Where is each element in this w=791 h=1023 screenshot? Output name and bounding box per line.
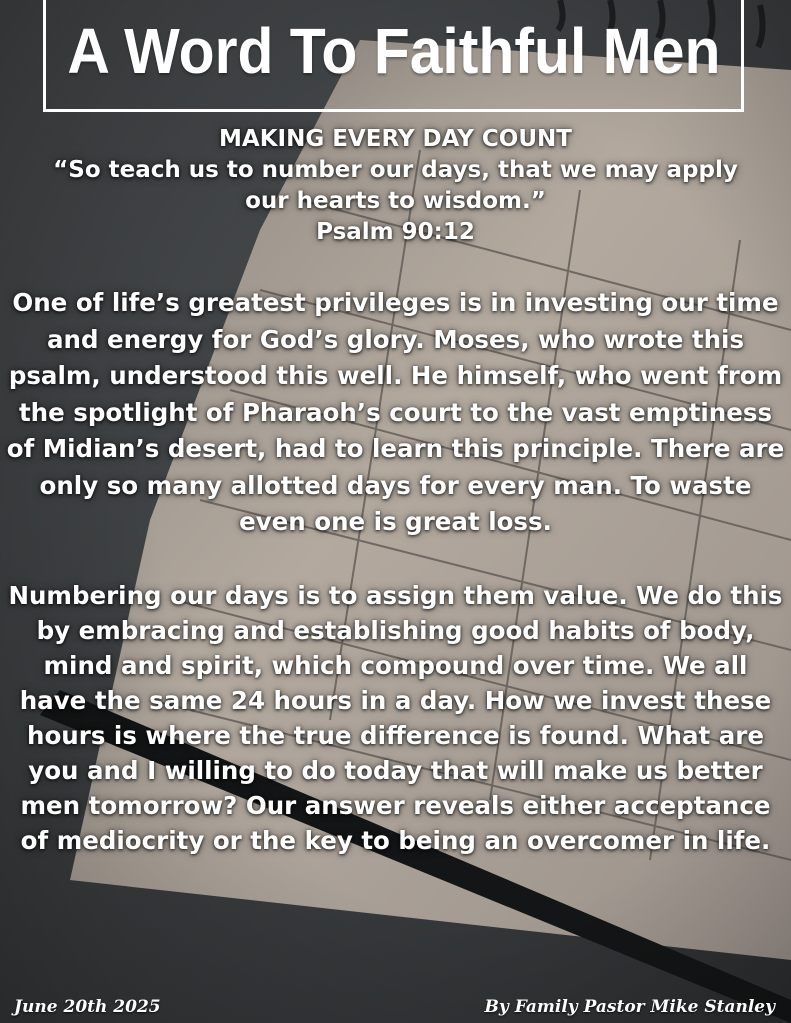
paragraph-line: even one is great loss. <box>239 507 552 536</box>
paragraph-line: hours is where the true difference is found. What are <box>27 720 764 750</box>
devotional-heading: MAKING EVERY DAY COUNT <box>219 126 572 152</box>
paragraph-line: the spotlight of Pharaoh’s court to the vast emptiness <box>18 397 773 427</box>
paragraph-line: men tomorrow? Our answer reveals either acceptance <box>20 790 771 820</box>
paragraph-2 <box>0 578 791 858</box>
verse-line: “So teach us to number our days, that we may apply <box>53 157 738 183</box>
paragraph-line: have the same 24 hours in a day. How we invest these <box>19 685 772 715</box>
publish-date: June 20th 2025 <box>14 997 161 1017</box>
devotional-body <box>0 124 791 858</box>
title-frame <box>43 0 744 112</box>
paragraph-1 <box>0 285 791 541</box>
paragraph-line: and energy for God’s glory. Moses, who wrote this <box>46 324 745 354</box>
paragraph-line: psalm, understood this well. He himself, who went from <box>8 361 783 390</box>
paragraph-line: mind and spirit, which compound over time. We all <box>43 650 748 680</box>
paragraph-line: of mediocrity or the key to being an overcomer in life. <box>20 825 771 855</box>
paragraph-line: you and I willing to do today that will make us better <box>28 755 763 785</box>
author-credit: By Family Pastor Mike Stanley <box>484 997 775 1017</box>
paragraph-line: Numbering our days is to assign them value. We do this <box>8 580 783 610</box>
verse-reference: Psalm 90:12 <box>316 219 475 245</box>
paragraph-line: only so many allotted days for every man. To waste <box>39 470 752 500</box>
page-title: A Word To Faithful Men <box>66 15 721 87</box>
paragraph-line: of Midian’s desert, had to learn this principle. There are <box>6 434 785 463</box>
paragraph-line: One of life’s greatest privileges is in investing our time <box>12 288 779 317</box>
verse-line: our hearts to wisdom.” <box>245 188 546 214</box>
paragraph-line: by embracing and establishing good habits of body, <box>36 615 755 645</box>
